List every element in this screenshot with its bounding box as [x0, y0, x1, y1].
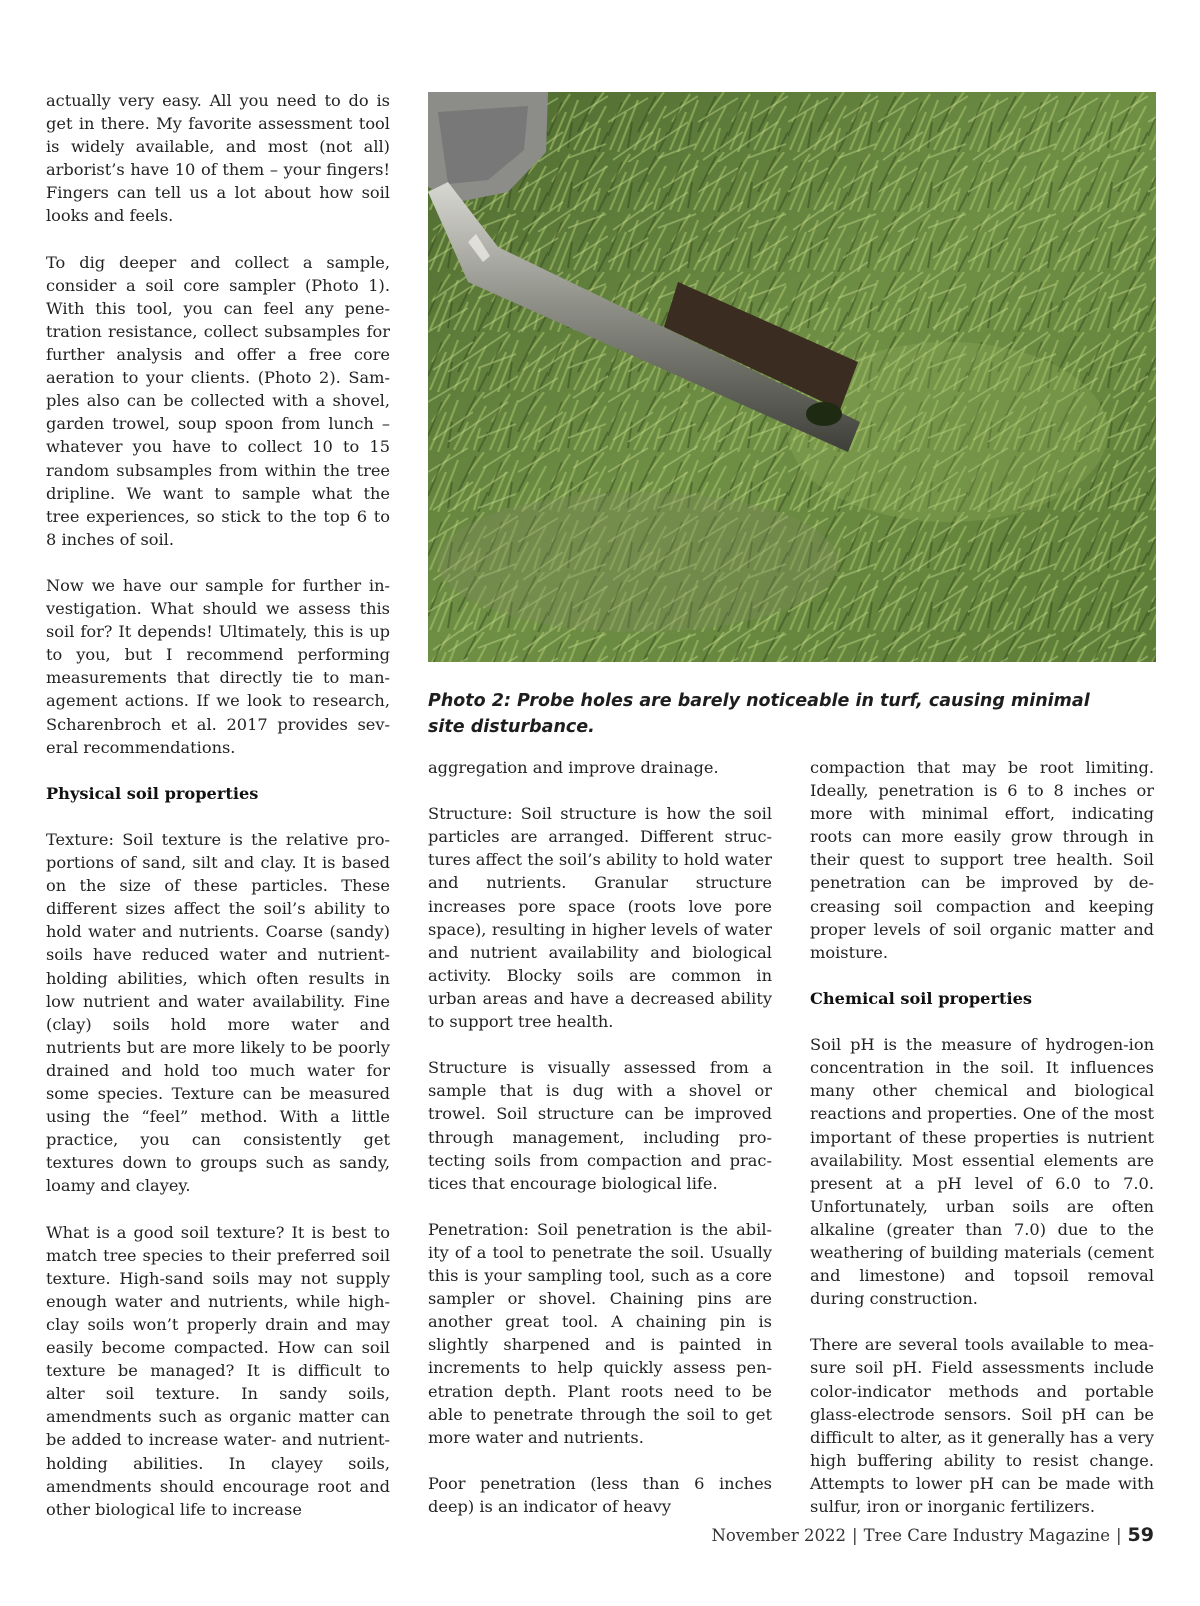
- paragraph: Texture: Soil texture is the relative proportions of sand, silt and clay. It is based on the size of these particles. These different sizes affect the soil’s ability to hold water and nutrients. Coarse (sandy) soils have reduced water and nutrient-holding abilities, which often results in low nutrient and water availability. Fine (clay) soils hold more water and nutrients but are more likely to be poorly drained and hold too much water for some species. Texture can be measured using the “feel” method. With a little practice, you can consistently get textures down to groups such as sandy, loamy and clayey.: [46, 830, 390, 1196]
- photo-illustration: [428, 92, 1156, 662]
- probe-hole: [806, 402, 842, 426]
- text-column-middle: [428, 756, 772, 1518]
- footer-magazine-name: Tree Care Industry Magazine: [863, 1526, 1110, 1545]
- paragraph: Poor penetration (less than 6 inches deep) is an indicator of heavy: [428, 1473, 772, 1516]
- page-footer: [711, 1524, 1154, 1546]
- paragraph: Soil pH is the measure of hydrogen-ion concentration in the soil. It influences many other chemical and biological reactions and properties. One of the most important of these properties is nutrient availability. Most essential elements are present at a pH level of 6.0 to 7.0. Unfortunately, urban soils are often alkaline (greater than 7.0) due to the weathering of building materials (cement and limestone) and topsoil removal during construction.: [810, 1035, 1154, 1309]
- footer-issue-date: November 2022: [711, 1526, 847, 1545]
- page-number: 59: [1127, 1524, 1154, 1546]
- paragraph: Structure is visually assessed from a sample that is dug with a shovel or trowel. Soil structure can be improved through management, including protecting soils from compaction and practices that encourage biological life.: [428, 1058, 772, 1193]
- paragraph: Now we have our sample for further investigation. What should we assess this soil for? It depends! Ultimately, this is up to you, but I recommend performing measurements that directly tie to management actions. If we look to research, Scharenbroch et al. 2017 provides several recommendations.: [46, 575, 390, 757]
- paragraph: What is a good soil texture? It is best to match tree species to their preferred soil texture. High-sand soils may not supply enough water and nutrients, while high-clay soils won’t properly drain and may easily become compacted. How can soil texture be managed? It is difficult to alter soil texture. In sandy soils, amendments such as organic matter can be added to increase water- and nutrient-holding abilities. In clayey soils, amendments should encourage root and other biological life to increase: [46, 1222, 390, 1519]
- text-column-left: [46, 89, 390, 1521]
- footer-separator: |: [1115, 1526, 1122, 1545]
- paragraph: Structure: Soil structure is how the soil particles are arranged. Different structures affect the soil’s ability to hold water and nutrients. Granular structure increases pore space (roots love pore space), resulting in higher levels of water and nutrient availability and biological activity. Blocky soils are common in urban areas and have a decreased ability to support tree health.: [428, 804, 772, 1032]
- section-heading-chemical: Chemical soil properties: [810, 988, 1033, 1008]
- paragraph: compaction that may be root limiting. Ideally, penetration is 6 to 8 inches or more with minimal effort, indicating roots can more easily grow through in their quest to support tree health. Soil penetration can be improved by decreasing soil compaction and keeping proper levels of soil organic matter and moisture.: [810, 758, 1154, 962]
- paragraph: To dig deeper and collect a sample, consider a soil core sampler (Photo 1). With this tool, you can feel any penetration resistance, collect subsamples for further analysis and offer a free core aeration to your clients. (Photo 2). Samples also can be collected with a shovel, garden trowel, soup spoon from lunch – whatever you have to collect 10 to 15 random subsamples from within the tree dripline. We want to sample what the tree experiences, so stick to the top 6 to 8 inches of soil.: [46, 252, 390, 549]
- section-heading-physical: Physical soil properties: [46, 783, 259, 803]
- text-column-right: [810, 756, 1154, 1518]
- photo-probe-in-turf: [428, 92, 1156, 662]
- paragraph: There are several tools available to measure soil pH. Field assessments include color-indicator methods and portable glass-electrode sensors. Soil pH can be difficult to alter, as it generally has a very high buffering ability to resist change. Attempts to lower pH can be made with sulfur, iron or inorganic fertilizers.: [810, 1335, 1154, 1516]
- paragraph: aggregation and improve drainage.: [428, 758, 719, 777]
- paragraph: Penetration: Soil penetration is the ability of a tool to penetrate the soil. Usually this is your sampling tool, such as a core sampler or shovel. Chaining pins are another great tool. A chaining pin is slightly sharpened and is painted in increments to help quickly assess penetration depth. Plant roots need to be able to penetrate through the soil to get more water and nutrients.: [428, 1219, 772, 1447]
- paragraph: actually very easy. All you need to do is get in there. My favorite assessment tool is widely available, and most (not all) arborist’s have 10 of them – your fingers! Fingers can tell us a lot about how soil looks and feels.: [46, 91, 390, 226]
- footer-separator: |: [852, 1526, 858, 1545]
- photo-caption: Photo 2: Probe holes are barely noticeable in turf, causing minimal site disturbance.: [428, 691, 1090, 737]
